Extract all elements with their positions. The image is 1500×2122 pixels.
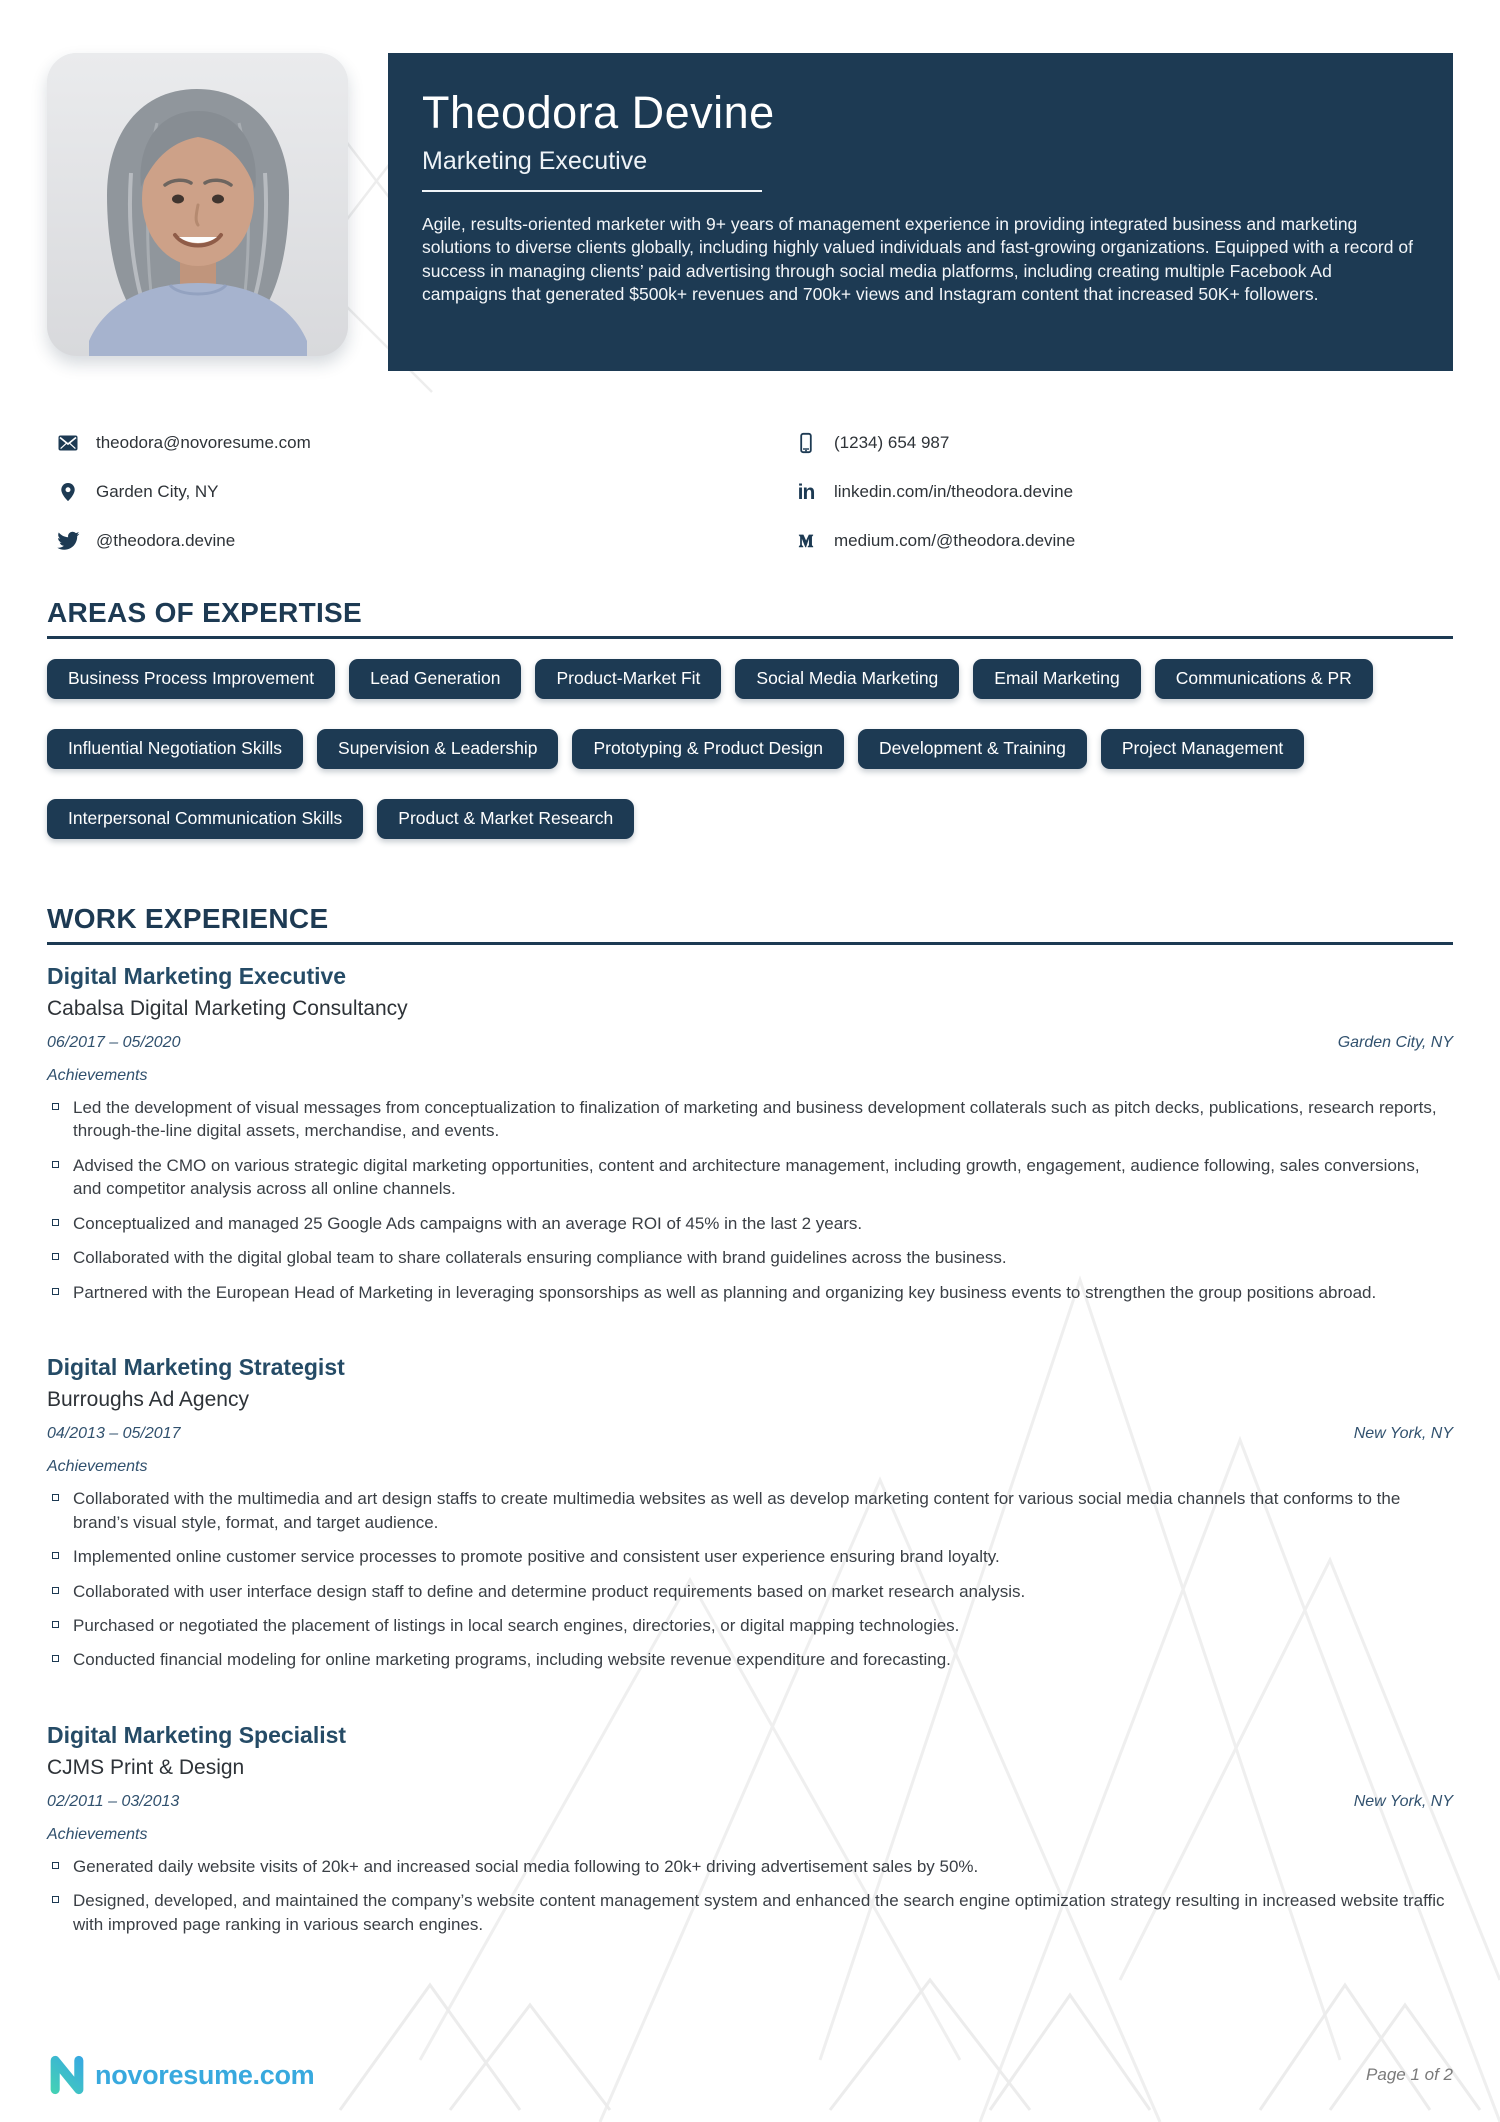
experience-section: [47, 903, 1453, 1936]
footer: [47, 2054, 1453, 2096]
achievement-item: Purchased or negotiated the placement of listings in local search engines, directories, or digital mapping technologies.: [47, 1614, 1453, 1637]
profile-photo: [47, 53, 348, 356]
job-company: Burroughs Ad Agency: [47, 1388, 249, 1412]
contact-info: [47, 427, 1453, 557]
square-bullet-icon: [52, 1288, 59, 1295]
square-bullet-icon: [52, 1862, 59, 1869]
skill-pill: Influential Negotiation Skills: [47, 729, 303, 769]
achievement-item: Implemented online customer service processes to promote positive and consistent user experience ensuring brand loyalty.: [47, 1545, 1453, 1568]
phone-icon: [793, 431, 819, 455]
person-job-title: Marketing Executive: [422, 147, 648, 175]
novoresume-logo-icon: [47, 2054, 87, 2096]
contact-medium-text: medium.com/@theodora.devine: [834, 531, 1076, 550]
achievements-label: Achievements: [47, 1825, 148, 1843]
job-location: New York, NY: [1353, 1792, 1453, 1810]
skill-pill: Product-Market Fit: [535, 659, 721, 699]
job-entry: [47, 963, 1453, 1304]
achievement-item: Collaborated with the multimedia and art design staffs to create multimedia websites as well as develop marketing content for various social media channels that conforms to the brand’s visual style, format, and target audience.: [47, 1487, 1453, 1534]
novoresume-brand[interactable]: [47, 2054, 314, 2096]
square-bullet-icon: [52, 1253, 59, 1260]
contact-email-text: theodora@novoresume.com: [96, 433, 311, 452]
square-bullet-icon: [52, 1161, 59, 1168]
skill-pill: Project Management: [1101, 729, 1304, 769]
achievement-item: Designed, developed, and maintained the company’s website content management system and enhanced the search engine optimization strategy resulting in increased website traffic with improved page ranking in various search engines.: [47, 1889, 1453, 1936]
skill-pill: Supervision & Leadership: [317, 729, 558, 769]
page-number: Page 1 of 2: [1366, 2065, 1453, 2084]
header: [47, 0, 1453, 371]
square-bullet-icon: [52, 1494, 59, 1501]
achievement-item: Collaborated with user interface design staff to define and determine product requirements based on market research analysis.: [47, 1580, 1453, 1603]
experience-heading: WORK EXPERIENCE: [47, 903, 1453, 945]
skill-pill: Social Media Marketing: [735, 659, 959, 699]
job-dates: 02/2011 – 03/2013: [47, 1792, 180, 1810]
hero-panel: [388, 53, 1453, 371]
square-bullet-icon: [52, 1621, 59, 1628]
achievements-list: [47, 1855, 1453, 1936]
contact-medium[interactable]: [793, 525, 1453, 557]
summary-text: Agile, results-oriented marketer with 9+ years of management experience in providing integrated business and marketing solutions to diverse clients globally, including highly valued individuals and fast-growing organizations. Equipped with a record of success in managing clients’ paid advertising through social media platforms, including creating multiple Facebook Ad campaigns that generated $500k+ revenues and 700k+ views and Instagram content that increased 50K+ followers.: [422, 214, 1413, 304]
square-bullet-icon: [52, 1896, 59, 1903]
skill-pill: Interpersonal Communication Skills: [47, 799, 363, 839]
title-underline: [422, 190, 762, 192]
skill-pill: Business Process Improvement: [47, 659, 335, 699]
expertise-section: [47, 597, 1453, 839]
job-company: Cabalsa Digital Marketing Consultancy: [47, 997, 408, 1020]
expertise-heading: AREAS OF EXPERTISE: [47, 597, 1453, 639]
skill-pill: Prototyping & Product Design: [572, 729, 844, 769]
job-title: Digital Marketing Specialist: [47, 1721, 347, 1748]
brand-text: novoresume.com: [95, 2059, 315, 2090]
contact-linkedin[interactable]: [793, 476, 1453, 508]
contact-twitter-text: @theodora.devine: [96, 531, 236, 550]
skills-list: [47, 659, 1453, 839]
skill-pill: Development & Training: [858, 729, 1087, 769]
contact-location-text: Garden City, NY: [96, 482, 219, 501]
square-bullet-icon: [52, 1655, 59, 1662]
skill-pill: Lead Generation: [349, 659, 521, 699]
contact-linkedin-text: linkedin.com/in/theodora.devine: [834, 482, 1074, 501]
square-bullet-icon: [52, 1219, 59, 1226]
achievement-item: Led the development of visual messages from conceptualization to finalization of marketing and business development collaterals such as pitch decks, publications, research reports, through-the-line digital assets, merchandise, and events.: [47, 1096, 1453, 1143]
square-bullet-icon: [52, 1103, 59, 1110]
medium-icon: [793, 530, 819, 552]
job-dates: 04/2013 – 05/2017: [47, 1425, 181, 1443]
achievement-item: Conceptualized and managed 25 Google Ads campaigns with an average ROI of 45% in the last 2 years.: [47, 1212, 1453, 1235]
job-title: Digital Marketing Strategist: [47, 1354, 345, 1381]
location-pin-icon: [55, 480, 81, 504]
person-name: Theodora Devine: [422, 87, 775, 138]
skill-pill: Email Marketing: [973, 659, 1140, 699]
profile-photo-illustration: [47, 53, 348, 356]
contact-location: [55, 476, 793, 508]
achievement-item: Advised the CMO on various strategic digital marketing opportunities, content and architecture management, including growth, engagement, audience following, sales conversions, and competitor analysis across all online channels.: [47, 1154, 1453, 1201]
skill-pill: Product & Market Research: [377, 799, 634, 839]
job-entry: [47, 1354, 1453, 1672]
job-title: Digital Marketing Executive: [47, 963, 347, 989]
contact-email[interactable]: [55, 427, 793, 459]
achievements-list: [47, 1487, 1453, 1672]
job-location: Garden City, NY: [1337, 1034, 1453, 1051]
achievement-item: Conducted financial modeling for online marketing programs, including website revenue expenditure and forecasting.: [47, 1648, 1453, 1671]
achievement-item: Generated daily website visits of 20k+ and increased social media following to 20k+ driving advertisement sales by 50%.: [47, 1855, 1453, 1878]
job-location: New York, NY: [1353, 1425, 1453, 1443]
job-dates: 06/2017 – 05/2020: [47, 1034, 181, 1051]
achievements-label: Achievements: [47, 1458, 148, 1476]
achievements-label: Achievements: [47, 1067, 148, 1084]
job-company: CJMS Print & Design: [47, 1755, 245, 1779]
contact-phone-text: (1234) 654 987: [834, 433, 950, 452]
job-entry: [47, 1722, 1453, 1936]
achievement-item: Partnered with the European Head of Marketing in leveraging sponsorships as well as planning and organizing key business events to strengthen the group positions abroad.: [47, 1281, 1453, 1304]
square-bullet-icon: [52, 1587, 59, 1594]
email-icon: [55, 431, 81, 455]
square-bullet-icon: [52, 1552, 59, 1559]
achievement-item: Collaborated with the digital global team to share collaterals ensuring compliance with brand guidelines across the business.: [47, 1246, 1453, 1269]
contact-phone[interactable]: [793, 427, 1453, 459]
skill-pill: Communications & PR: [1155, 659, 1373, 699]
twitter-icon: [55, 529, 81, 553]
linkedin-icon: in: [797, 480, 815, 504]
achievements-list: [47, 1096, 1453, 1304]
contact-twitter[interactable]: [55, 525, 793, 557]
